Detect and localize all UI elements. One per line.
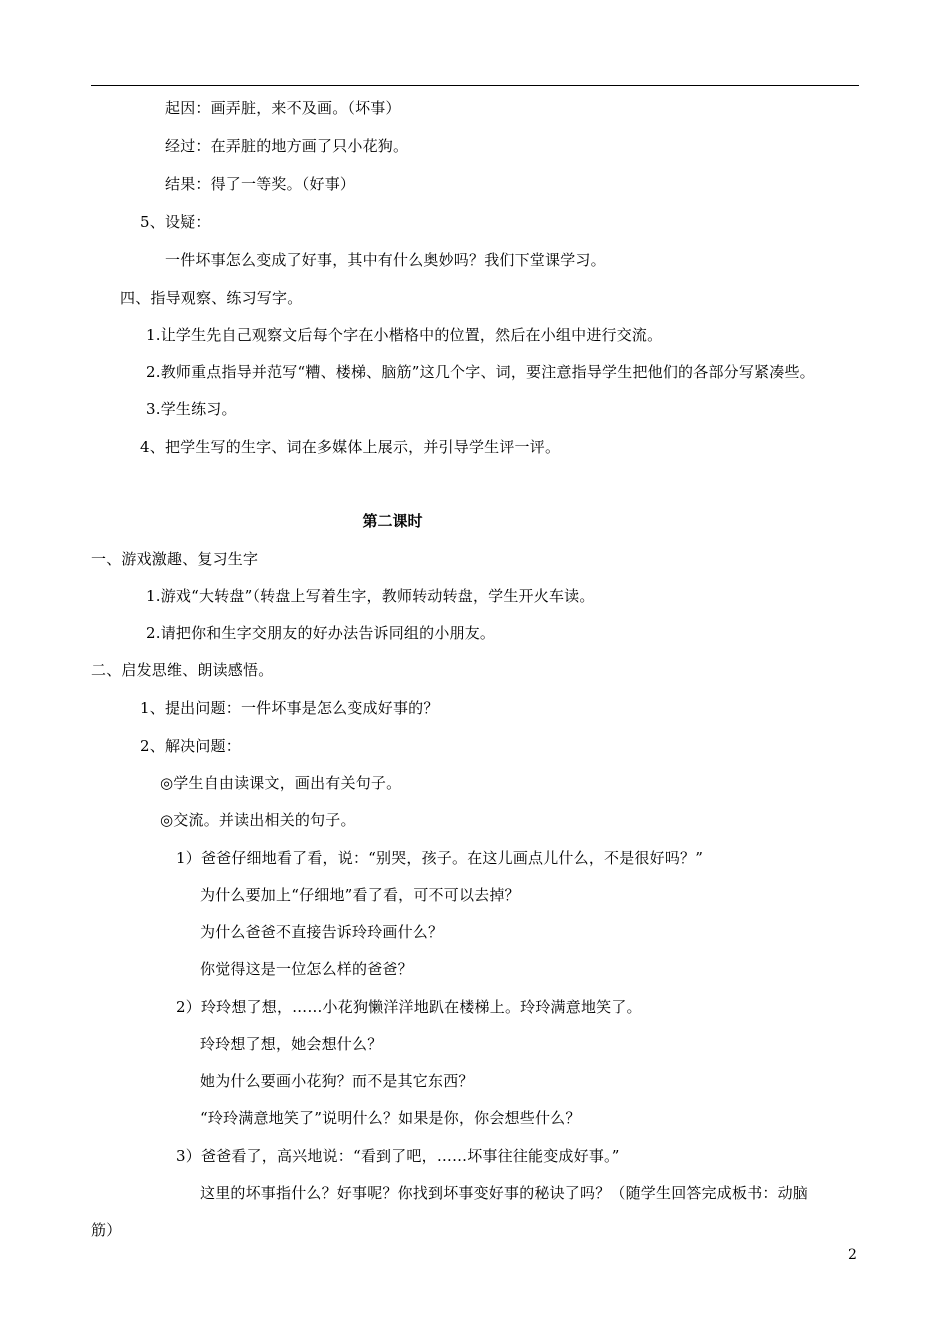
text-line: 你觉得这是一位怎么样的爸爸？ bbox=[200, 960, 413, 978]
text-line: 为什么要加上“仔细地”看了看，可不可以去掉？ bbox=[200, 886, 520, 904]
text-line: 1）爸爸仔细地看了看，说：“别哭，孩子。在这儿画点儿什么，不是很好吗？” bbox=[176, 849, 704, 867]
section-heading: 二、启发思维、朗读感悟。 bbox=[91, 661, 274, 679]
section-heading: 四、指导观察、练习写字。 bbox=[120, 289, 303, 307]
text-line: 2、解决问题： bbox=[140, 737, 241, 755]
text-line: 1.让学生先自己观察文后每个字在小楷格中的位置，然后在小组中进行交流。 bbox=[146, 326, 663, 344]
page-number: 2 bbox=[848, 1247, 857, 1263]
text-line: 4、把学生写的生字、词在多媒体上展示，并引导学生评一评。 bbox=[140, 438, 561, 456]
text-line: 5、设疑： bbox=[140, 213, 211, 231]
text-line: ◎交流。并读出相关的句子。 bbox=[160, 811, 356, 829]
text-line: 为什么爸爸不直接告诉玲玲画什么？ bbox=[200, 923, 444, 941]
lesson-title: 第二课时 bbox=[362, 512, 423, 530]
text-line: 起因：画弄脏，来不及画。（坏事） bbox=[165, 99, 401, 117]
text-line: 3.学生练习。 bbox=[146, 400, 237, 418]
text-line: 经过：在弄脏的地方画了只小花狗。 bbox=[165, 137, 409, 155]
header-rule bbox=[91, 85, 859, 86]
text-line: 玲玲想了想，她会想什么？ bbox=[200, 1035, 383, 1053]
text-line: “玲玲满意地笑了”说明什么？如果是你，你会想些什么？ bbox=[200, 1109, 581, 1127]
text-line: 筋） bbox=[91, 1221, 122, 1239]
text-line: 结果：得了一等奖。（好事） bbox=[165, 175, 356, 193]
text-line: 她为什么要画小花狗？而不是其它东西？ bbox=[200, 1072, 474, 1090]
text-line: 2.请把你和生字交朋友的好办法告诉同组的小朋友。 bbox=[146, 624, 496, 642]
text-line: 1.游戏“大转盘”（转盘上写着生字，教师转动转盘，学生开火车读。 bbox=[146, 587, 595, 605]
section-heading: 一、游戏激趣、复习生字 bbox=[91, 550, 259, 568]
text-line: 这里的坏事指什么？好事呢？你找到坏事变好事的秘诀了吗？（随学生回答完成板书：动脑 bbox=[200, 1184, 809, 1202]
text-line: 2）玲玲想了想，……小花狗懒洋洋地趴在楼梯上。玲玲满意地笑了。 bbox=[176, 998, 642, 1016]
text-line: 一件坏事怎么变成了好事，其中有什么奥妙吗？我们下堂课学习。 bbox=[165, 251, 606, 269]
text-line: 1、提出问题：一件坏事是怎么变成好事的？ bbox=[140, 699, 439, 717]
text-line: 2.教师重点指导并范写“糟、楼梯、脑筋”这几个字、词，要注意指导学生把他们的各部分写紧凑些。 bbox=[146, 363, 815, 381]
text-line: 3）爸爸看了，高兴地说：“看到了吧，……坏事往往能变成好事。” bbox=[176, 1147, 620, 1165]
text-line: ◎学生自由读课文，画出有关句子。 bbox=[160, 774, 402, 792]
